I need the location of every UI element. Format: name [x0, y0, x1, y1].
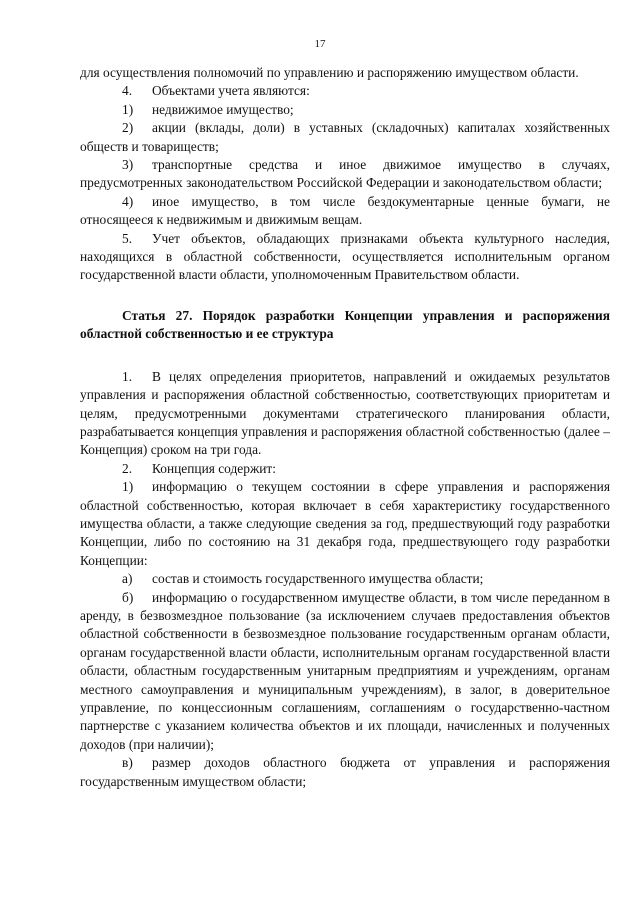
- list-item: [80, 478, 610, 570]
- item-number: 3): [122, 157, 134, 173]
- item-number: 1.: [122, 368, 133, 384]
- list-item: [80, 570, 610, 588]
- item-text: информацию о текущем состоянии в сфере управления и распоряжения областной собственностью, которая включает в себя характеристику государственного имущества области, а также следующие сведения за год, предшествующий году разработки Концепции, либо по состоянию на 31 декабря года, предшествующего году разработки Концепции:: [80, 479, 610, 568]
- item-text: недвижимое имущество;: [152, 101, 294, 117]
- list-item: [80, 101, 610, 119]
- item-text: Учет объектов, обладающих признаками объекта культурного наследия, находящихся в областной собственности, осуществляется исполнительным органом государственной власти области, уполномоченным Правительством области.: [80, 230, 610, 283]
- list-item: [80, 156, 610, 193]
- item-text: В целях определения приоритетов, направлений и ожидаемых результатов управления и распоряжения областной собственностью, соответствующих приоритетам и целям, предусмотренными документами стратегического планирования области, разрабатывается концепция управления и распоряжения областной собственностью (далее – Концепция) сроком на три года.: [80, 368, 610, 458]
- item-number: 5.: [122, 230, 133, 246]
- list-item: [80, 589, 610, 755]
- article-heading: Статья 27. Порядок разработки Концепции управления и распоряжения областной собственностью и ее структура: [80, 307, 610, 342]
- list-item: [80, 368, 610, 460]
- item-number: в): [122, 755, 133, 771]
- item-number: 2): [122, 120, 134, 136]
- item-text: иное имущество, в том числе бездокументарные ценные бумаги, не относящееся к недвижимым и движимым вещам.: [80, 193, 610, 228]
- item-number: 2.: [122, 460, 133, 476]
- list-item: [80, 754, 610, 791]
- item-text: информацию о государственном имуществе области, в том числе переданном в аренду, в безвозмездное пользование (за исключением случаев предоставления объектов областной собственности в безвозмездное пользование государственным органам области, органам государственной власти области, исполнительным органам государственной власти области, областным государственным унитарным предприятиям и учреждениям, органам местного самоуправления и муниципальным учреждениям), в залог, в доверительное управление, по концессионным соглашениям, соглашениям о государственно-частном партнерстве с указанием количества объектов и их площади, начисленных и полученных доходов (при наличии);: [80, 589, 610, 752]
- item-text: акции (вклады, доли) в уставных (складочных) капиталах хозяйственных обществ и товариществ;: [80, 120, 610, 154]
- page-number: 17: [314, 38, 326, 50]
- list-item: [80, 193, 610, 230]
- list-item: [80, 460, 610, 478]
- item-text: Объектами учета являются:: [152, 83, 310, 99]
- item-number: 1): [122, 101, 134, 117]
- item-number: 4.: [122, 83, 133, 99]
- item-number: 4): [122, 193, 134, 209]
- item-text: транспортные средства и иное движимое имущество в случаях, предусмотренных законодательством Российской Федерации и законодательством области;: [80, 157, 610, 191]
- list-item: [80, 119, 610, 156]
- list-item: [80, 82, 610, 100]
- item-text: размер доходов областного бюджета от управления и распоряжения государственным имуществом области;: [80, 755, 610, 789]
- document-body: [80, 64, 610, 791]
- item-number: б): [122, 589, 134, 605]
- paragraph: для осуществления полномочий по управлению и распоряжению имуществом области.: [80, 65, 579, 80]
- item-number: 1): [122, 479, 134, 495]
- item-text: Концепция содержит:: [152, 460, 276, 476]
- item-number: а): [122, 571, 133, 587]
- list-item: [80, 230, 610, 285]
- item-text: состав и стоимость государственного имущества области;: [152, 571, 484, 587]
